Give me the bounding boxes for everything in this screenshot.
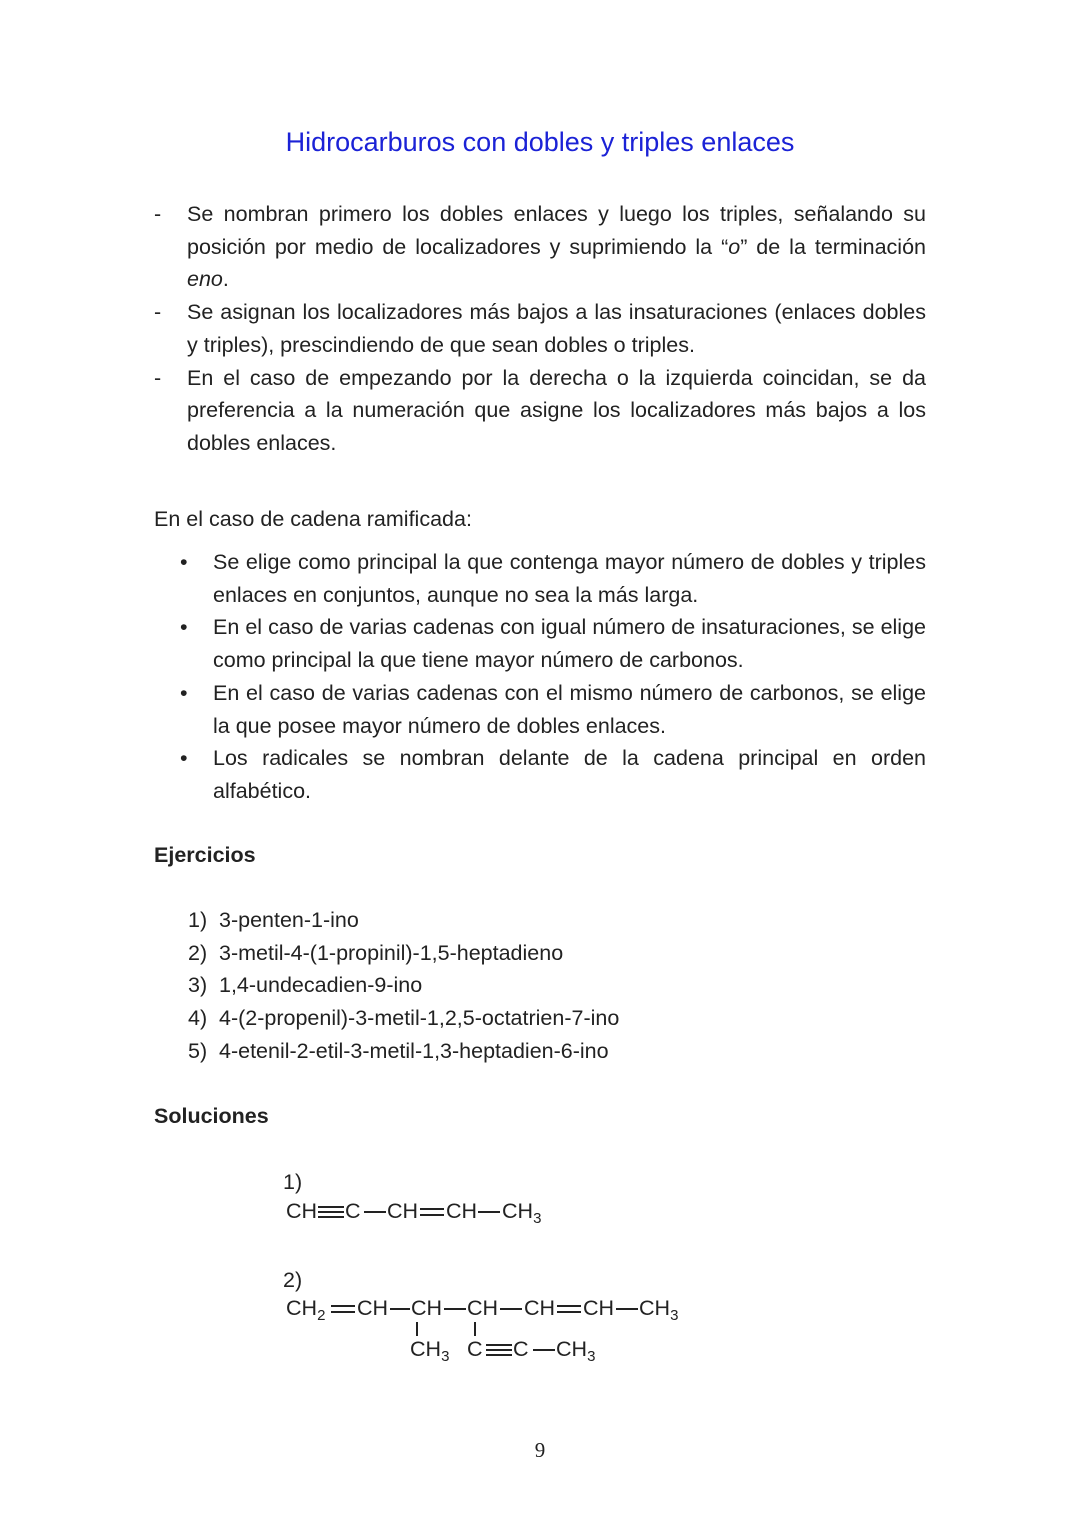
- single-bond: [364, 1211, 386, 1213]
- single-bond: [500, 1308, 522, 1310]
- rules-list: [154, 198, 926, 460]
- double-bond: [557, 1305, 581, 1307]
- branch-bond: [416, 1322, 418, 1336]
- solutions-heading: Soluciones: [154, 1104, 269, 1128]
- branched-rules-list: [180, 546, 926, 808]
- single-bond: [478, 1211, 500, 1213]
- solution-1-label: 1): [283, 1170, 303, 1194]
- bullet: •: [180, 746, 188, 771]
- solution-2-label: 2): [283, 1268, 303, 1292]
- list-item: • Los radicales se nombran delante de la cadena principal en orden alfabético.: [180, 742, 926, 807]
- page-number: 9: [534, 1438, 546, 1462]
- list-item: • En el caso de varias cadenas con el mismo número de carbonos, se elige la que posee mayor número de dobles enlaces.: [180, 677, 926, 742]
- double-bond: [420, 1208, 444, 1210]
- double-bond: [331, 1305, 355, 1307]
- exercise-item: 4) 4-(2-propenil)-3-metil-1,2,5-octatrien-7-ino: [188, 1006, 620, 1031]
- exercise-item: 3) 1,4-undecadien-9-ino: [188, 973, 423, 998]
- rule-item: - Se asignan los localizadores más bajos a las insaturaciones (enlaces dobles y triples), prescindiendo de que sean dobles o triples.: [154, 296, 926, 361]
- rule-item: - Se nombran primero los dobles enlaces y luego los triples, señalando su posición por medio de localizadores y suprimiendo la “o” de la terminación eno.: [154, 198, 926, 296]
- bullet: •: [180, 615, 188, 640]
- list-dash: -: [154, 202, 162, 226]
- exercise-item: 1) 3-penten-1-ino: [188, 908, 359, 932]
- page-title: Hidrocarburos con dobles y triples enlaces: [285, 127, 795, 157]
- list-dash: -: [154, 300, 162, 325]
- exercise-item: 2) 3-metil-4-(1-propinil)-1,5-heptadieno: [188, 940, 564, 965]
- exercises-list: [188, 904, 619, 1068]
- triple-bond: [486, 1344, 512, 1346]
- triple-bond: [318, 1206, 344, 1208]
- exercise-item: 5) 4-etenil-2-etil-3-metil-1,3-heptadien-6-ino: [188, 1038, 609, 1063]
- single-bond: [444, 1308, 466, 1310]
- branch-bond: [474, 1322, 476, 1336]
- single-bond: [533, 1349, 555, 1351]
- bullet: •: [180, 550, 188, 574]
- branched-intro: En el caso de cadena ramificada:: [154, 507, 472, 531]
- list-dash: -: [154, 365, 162, 390]
- exercises-heading: Ejercicios: [154, 843, 256, 867]
- list-item: • Se elige como principal la que contenga mayor número de dobles y triples enlaces en conjuntos, aunque no sea la más larga.: [180, 546, 926, 611]
- rule-item: - En el caso de empezando por la derecha o la izquierda coincidan, se da preferencia a la numeración que asigne los localizadores más bajos a los dobles enlaces.: [154, 362, 926, 460]
- single-bond: [390, 1308, 410, 1310]
- list-item: • En el caso de varias cadenas con igual número de insaturaciones, se elige como principal la que tiene mayor número de carbonos.: [180, 611, 926, 676]
- single-bond: [616, 1308, 638, 1310]
- bullet: •: [180, 680, 188, 705]
